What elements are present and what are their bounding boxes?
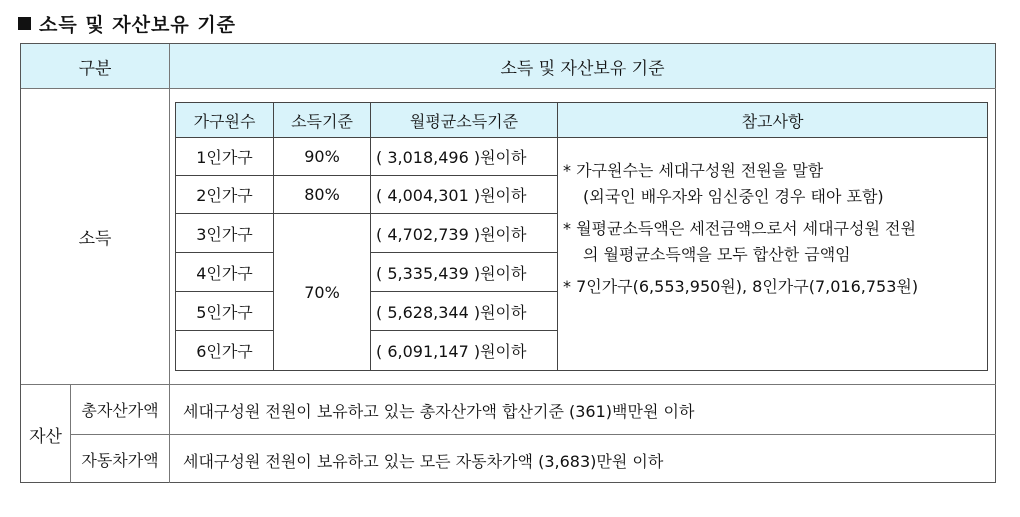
row-household [176,176,273,213]
section-title [18,10,236,37]
assets-label [21,385,70,483]
row-amount [376,138,557,175]
cell-text: ( 5,628,344 )원이하 [376,302,527,322]
divider [557,103,558,370]
cell-text: 70% [304,282,340,302]
car-value-label [71,435,169,483]
section-title-text: 소득 및 자산보유 기준 [39,14,237,36]
note-line: * 월평균소득액은 세전금액으로서 세대구성원 전원 [563,218,916,238]
note-line: * 7인가구(6,553,950원), 8인가구(7,016,753원) [563,276,919,296]
col-header-text: 참고사항 [741,111,804,131]
col-header-text: 가구원수 [193,111,256,131]
cell-text: 4인가구 [196,263,253,283]
header-criteria-text: 소득 및 자산보유 기준 [500,58,665,79]
note-line: * 가구원수는 세대구성원 전원을 말함 [563,161,824,180]
cell-text: ( 5,335,439 )원이하 [376,263,527,283]
row-household [176,214,273,252]
divider [169,44,170,483]
total-assets-criteria: 세대구성원 전원이 보유하고 있는 총자산가액 합산기준 (361)백만원 이하 [183,402,695,421]
cell-text: 1인가구 [196,148,253,167]
col-header-text: 소득기준 [291,111,353,131]
cell-text: ( 3,018,496 )원이하 [376,148,527,167]
row-household [176,331,273,370]
cell-text: ( 4,004,301 )원이하 [376,186,527,205]
row-amount [376,176,557,213]
row-ratio [274,176,370,213]
cell-text: 80% [304,185,340,204]
row-amount [376,331,557,370]
row-ratio [274,138,370,175]
cell-text: 6인가구 [196,342,253,361]
row-amount [376,292,557,330]
cell-text: 90% [304,147,340,166]
col-header-amount [371,103,557,137]
cell-text: ( 4,702,739 )원이하 [376,224,527,244]
assets-label-text: 자산 [29,426,62,447]
notes-panel [563,158,918,300]
income-label [21,89,169,384]
income-label-text: 소득 [78,229,112,249]
cell-text: ( 6,091,147 )원이하 [376,342,527,361]
merged-ratio [274,214,370,370]
note-line: 의 월평균소득액을 모두 합산한 금액임 [583,244,851,264]
row-amount [376,253,557,291]
col-header-household [176,103,273,137]
row-household [176,253,273,291]
col-header-ratio [274,103,370,137]
col-header-text: 월평균소득기준 [409,111,519,131]
cell-text: 5인가구 [196,302,253,322]
note-line: (외국인 배우자와 임신중인 경우 태아 포함) [583,186,884,206]
divider [70,434,996,435]
row-amount [376,214,557,252]
header-category-text: 구분 [78,58,112,79]
header-criteria [170,44,995,88]
total-assets-label-text: 총자산가액 [81,401,159,420]
row-household [176,292,273,330]
col-header-notes [558,103,987,137]
cell-text: 2인가구 [196,186,253,205]
car-value-criteria: 세대구성원 전원이 보유하고 있는 모든 자동차가액 (3,683)만원 이하 [183,452,664,471]
total-assets-label [71,385,169,434]
car-value-label-text: 자동차가액 [81,450,159,470]
square-bullet-icon [18,17,31,30]
header-category [21,44,169,88]
cell-text: 3인가구 [196,224,253,244]
row-household [176,138,273,175]
